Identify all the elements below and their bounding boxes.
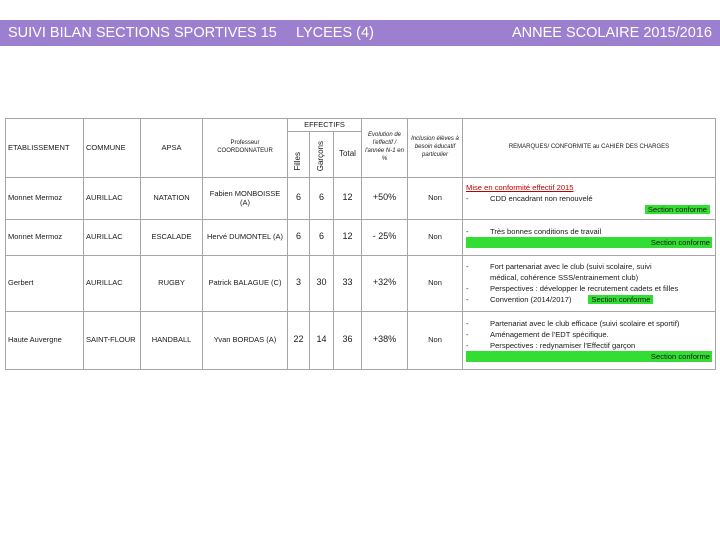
- col-remarques: REMARQUES/ CONFORMITE au CAHIER DES CHARGES: [463, 119, 716, 178]
- status-badge: Section conforme: [645, 205, 710, 214]
- cell-remarks: [463, 311, 716, 369]
- col-evolution: Evolution de l'effectif / l'année N-1 en %: [362, 119, 408, 178]
- cell-inclusion: Non: [408, 219, 463, 255]
- cell-remarks: [463, 219, 716, 255]
- status-badge: Section conforme: [466, 351, 712, 362]
- cell-total: 33: [334, 255, 362, 311]
- table-row: [6, 177, 716, 219]
- cell-total: 36: [334, 311, 362, 369]
- cell-apsa: ESCALADE: [141, 219, 203, 255]
- cell-etablissement: Haute Auvergne: [6, 311, 84, 369]
- cell-filles: 22: [288, 311, 310, 369]
- cell-professeur: Patrick BALAGUE (C): [203, 255, 288, 311]
- status-badge: Section conforme: [466, 237, 712, 248]
- cell-total: 12: [334, 177, 362, 219]
- header-row-1: [6, 119, 716, 132]
- remark-line: - Très bonnes conditions de travail: [466, 227, 602, 237]
- cell-evolution: +50%: [362, 177, 408, 219]
- col-filles: Filles: [293, 152, 303, 171]
- remark-line: - Fort partenariat avec le club (suivi scolaire, suivi: [466, 262, 652, 272]
- cell-etablissement: Monnet Mermoz: [6, 219, 84, 255]
- cell-inclusion: Non: [408, 177, 463, 219]
- table-row: [6, 255, 716, 311]
- status-badge: Section conforme: [588, 295, 653, 304]
- cell-garcons: 14: [310, 311, 334, 369]
- cell-apsa: HANDBALL: [141, 311, 203, 369]
- cell-etablissement: Gerbert: [6, 255, 84, 311]
- remark-line: - Aménagement de l'EDT spécifique.: [466, 330, 609, 340]
- col-inclusion: Inclusion élèves à besoin éducatif particulier: [408, 119, 463, 178]
- table-row: [6, 219, 716, 255]
- col-professeur: Professeur COORDONNATEUR: [203, 119, 288, 178]
- cell-garcons: 6: [310, 219, 334, 255]
- cell-apsa: NATATION: [141, 177, 203, 219]
- cell-commune: AURILLAC: [84, 177, 141, 219]
- remark-line: - Perspectives : redynamiser l'Effectif garçon: [466, 341, 636, 351]
- remark-line: - CDD encadrant non renouvelé: [466, 193, 593, 203]
- col-effectifs: EFFECTIFS: [288, 119, 362, 132]
- remark-head: Mise en conformité effectif 2015: [466, 182, 574, 192]
- cell-filles: 6: [288, 219, 310, 255]
- cell-total: 12: [334, 219, 362, 255]
- col-apsa: APSA: [141, 119, 203, 178]
- status-line: [466, 204, 712, 215]
- cell-remarks: [463, 177, 716, 219]
- remark-line: - Perspectives : développer le recrutement cadets et filles: [466, 284, 679, 294]
- school-year: ANNEE SCOLAIRE 2015/2016: [512, 25, 712, 41]
- lycees-label: LYCEES (4): [296, 25, 374, 41]
- sections-table: [5, 118, 716, 370]
- cell-etablissement: Monnet Mermoz: [6, 177, 84, 219]
- page-title: SUIVI BILAN SECTIONS SPORTIVES 15: [8, 25, 277, 41]
- remark-line: - Convention (2014/2017) Section conforme: [466, 294, 712, 305]
- cell-commune: AURILLAC: [84, 255, 141, 311]
- cell-commune: SAINT-FLOUR: [84, 311, 141, 369]
- col-commune: COMMUNE: [84, 119, 141, 178]
- cell-commune: AURILLAC: [84, 219, 141, 255]
- cell-evolution: - 25%: [362, 219, 408, 255]
- cell-inclusion: Non: [408, 255, 463, 311]
- cell-filles: 3: [288, 255, 310, 311]
- col-total: Total: [334, 131, 362, 177]
- title-bar: [0, 20, 720, 46]
- cell-inclusion: Non: [408, 311, 463, 369]
- cell-evolution: +32%: [362, 255, 408, 311]
- table-row: [6, 311, 716, 369]
- cell-professeur: Yvan BORDAS (A): [203, 311, 288, 369]
- remark-line: - Partenariat avec le club efficace (suivi scolaire et sportif): [466, 319, 680, 329]
- cell-remarks: [463, 255, 716, 311]
- cell-garcons: 30: [310, 255, 334, 311]
- col-etablissement: ETABLISSEMENT: [6, 119, 84, 178]
- remark-line: médical, cohérence SSS/entrainement club): [490, 273, 639, 283]
- cell-professeur: Fabien MONBOISSE (A): [203, 177, 288, 219]
- col-garcons: Garçons: [316, 140, 326, 171]
- cell-evolution: +38%: [362, 311, 408, 369]
- cell-professeur: Hervé DUMONTEL (A): [203, 219, 288, 255]
- cell-garcons: 6: [310, 177, 334, 219]
- cell-apsa: RUGBY: [141, 255, 203, 311]
- cell-filles: 6: [288, 177, 310, 219]
